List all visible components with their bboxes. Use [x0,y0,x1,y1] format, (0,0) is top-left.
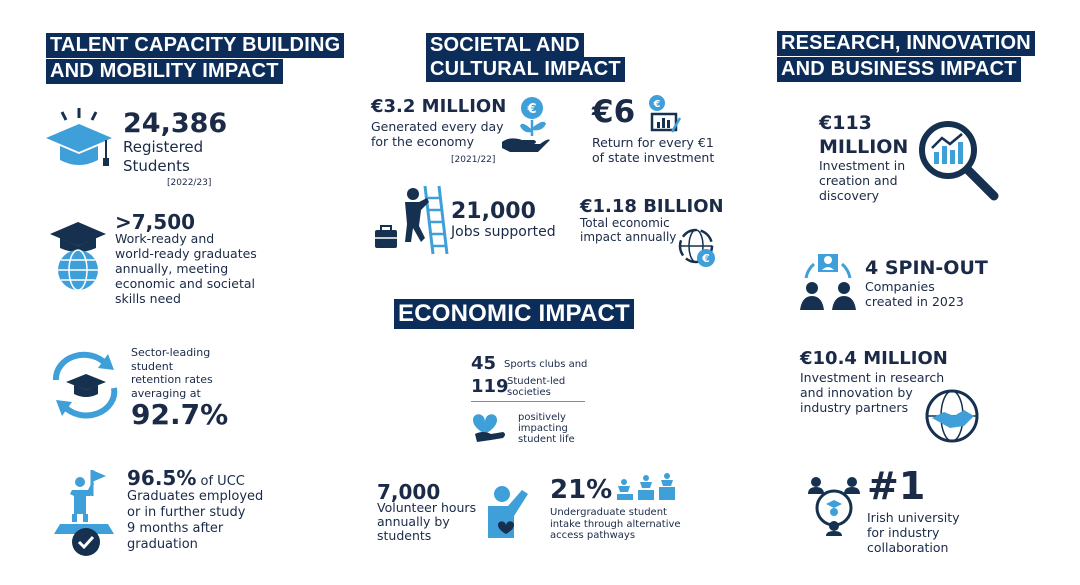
graduates-value: >7,500 [115,210,196,234]
employed-suffix: of UCC [196,474,245,489]
svg-text:€: € [527,102,537,117]
return-value: €6 [592,94,636,130]
total-value: €1.18 BILLION [580,196,724,217]
employed-text: Graduates employed or in further study 9 months after graduation [127,489,264,552]
euro-growth-hand-icon [500,96,552,158]
header-research-line1: RESEARCH, INNOVATION [777,31,1035,56]
volunteer-hand-icon [478,484,530,540]
collaboration-icon [806,476,862,536]
svg-text:€: € [702,252,710,265]
globe-graduate-icon [50,222,106,292]
volunteer-text: Volunteer hours annually by students [377,500,477,543]
retention-text: Sector-leading student retention rates averaging at [131,346,213,400]
investment-value1: €113 [819,112,872,134]
svg-text:€: € [653,99,661,110]
students-line2: Students [123,157,190,175]
retention-value: 92.7% [131,398,229,431]
employed-value: 96.5% [127,466,197,490]
retention-cycle-icon [50,352,120,416]
spinout-text: Companies created in 2023 [865,279,964,309]
handshake-globe-icon [924,388,980,444]
industry-value: €10.4 MILLION [800,348,948,369]
chart-euro-icon [648,94,686,134]
heart-hand-icon [471,408,511,446]
impact-text: positively impacting student life [518,412,575,445]
header-talent-line2: AND MOBILITY IMPACT [46,59,283,84]
students-line1: Registered [123,138,204,156]
header-research-line2: AND BUSINESS IMPACT [777,57,1021,82]
students-year: [2022/23] [167,178,212,188]
graduates-text: Work-ready and world-ready graduates annually, meeting economic and societal skills need [115,231,257,306]
climber-ladder-icon [373,184,447,256]
students-value: 24,386 [123,108,228,139]
graduation-cap-icon [46,108,116,178]
industry-text: Investment in research and innovation by industry partners [800,370,945,415]
rank-value: #1 [867,464,926,508]
podium-people-icon [615,474,677,502]
investment-text: Investment in creation and discovery [819,158,906,203]
header-talent-line1: TALENT CAPACITY BUILDING [46,33,344,58]
return-text: Return for every €1 of state investment [592,135,715,165]
intake-value: 21% [550,475,613,505]
daily-year: [2021/22] [451,155,496,165]
daily-text: Generated every day for the economy [371,119,504,149]
globe-euro-icon [676,226,720,270]
spin-out-team-icon [800,254,856,312]
societies-value: 119 [471,376,509,397]
jobs-value: 21,000 [451,199,536,224]
magnifier-chart-icon [918,120,1000,202]
header-societal-line2: CULTURAL IMPACT [426,57,625,82]
header-economic: ECONOMIC IMPACT [394,299,634,329]
volunteer-value: 7,000 [377,480,441,504]
intake-text: Undergraduate student intake through alternative access pathways [550,507,681,541]
achievement-flag-icon [52,468,118,558]
rank-text: Irish university for industry collaboration [867,510,960,555]
sports-value: 45 [471,353,497,374]
jobs-label: Jobs supported [451,224,556,240]
daily-value: €3.2 MILLION [371,96,507,117]
investment-value2: MILLION [819,136,909,158]
societies-text: Student-led societies [507,376,566,398]
spinout-value: 4 SPIN-OUT [865,257,988,279]
total-text: Total economic impact annually [580,216,677,244]
divider [471,401,585,402]
sports-label: Sports clubs and [504,359,588,370]
header-societal-line1: SOCIETAL AND [426,33,584,58]
employed-headline [127,466,245,490]
